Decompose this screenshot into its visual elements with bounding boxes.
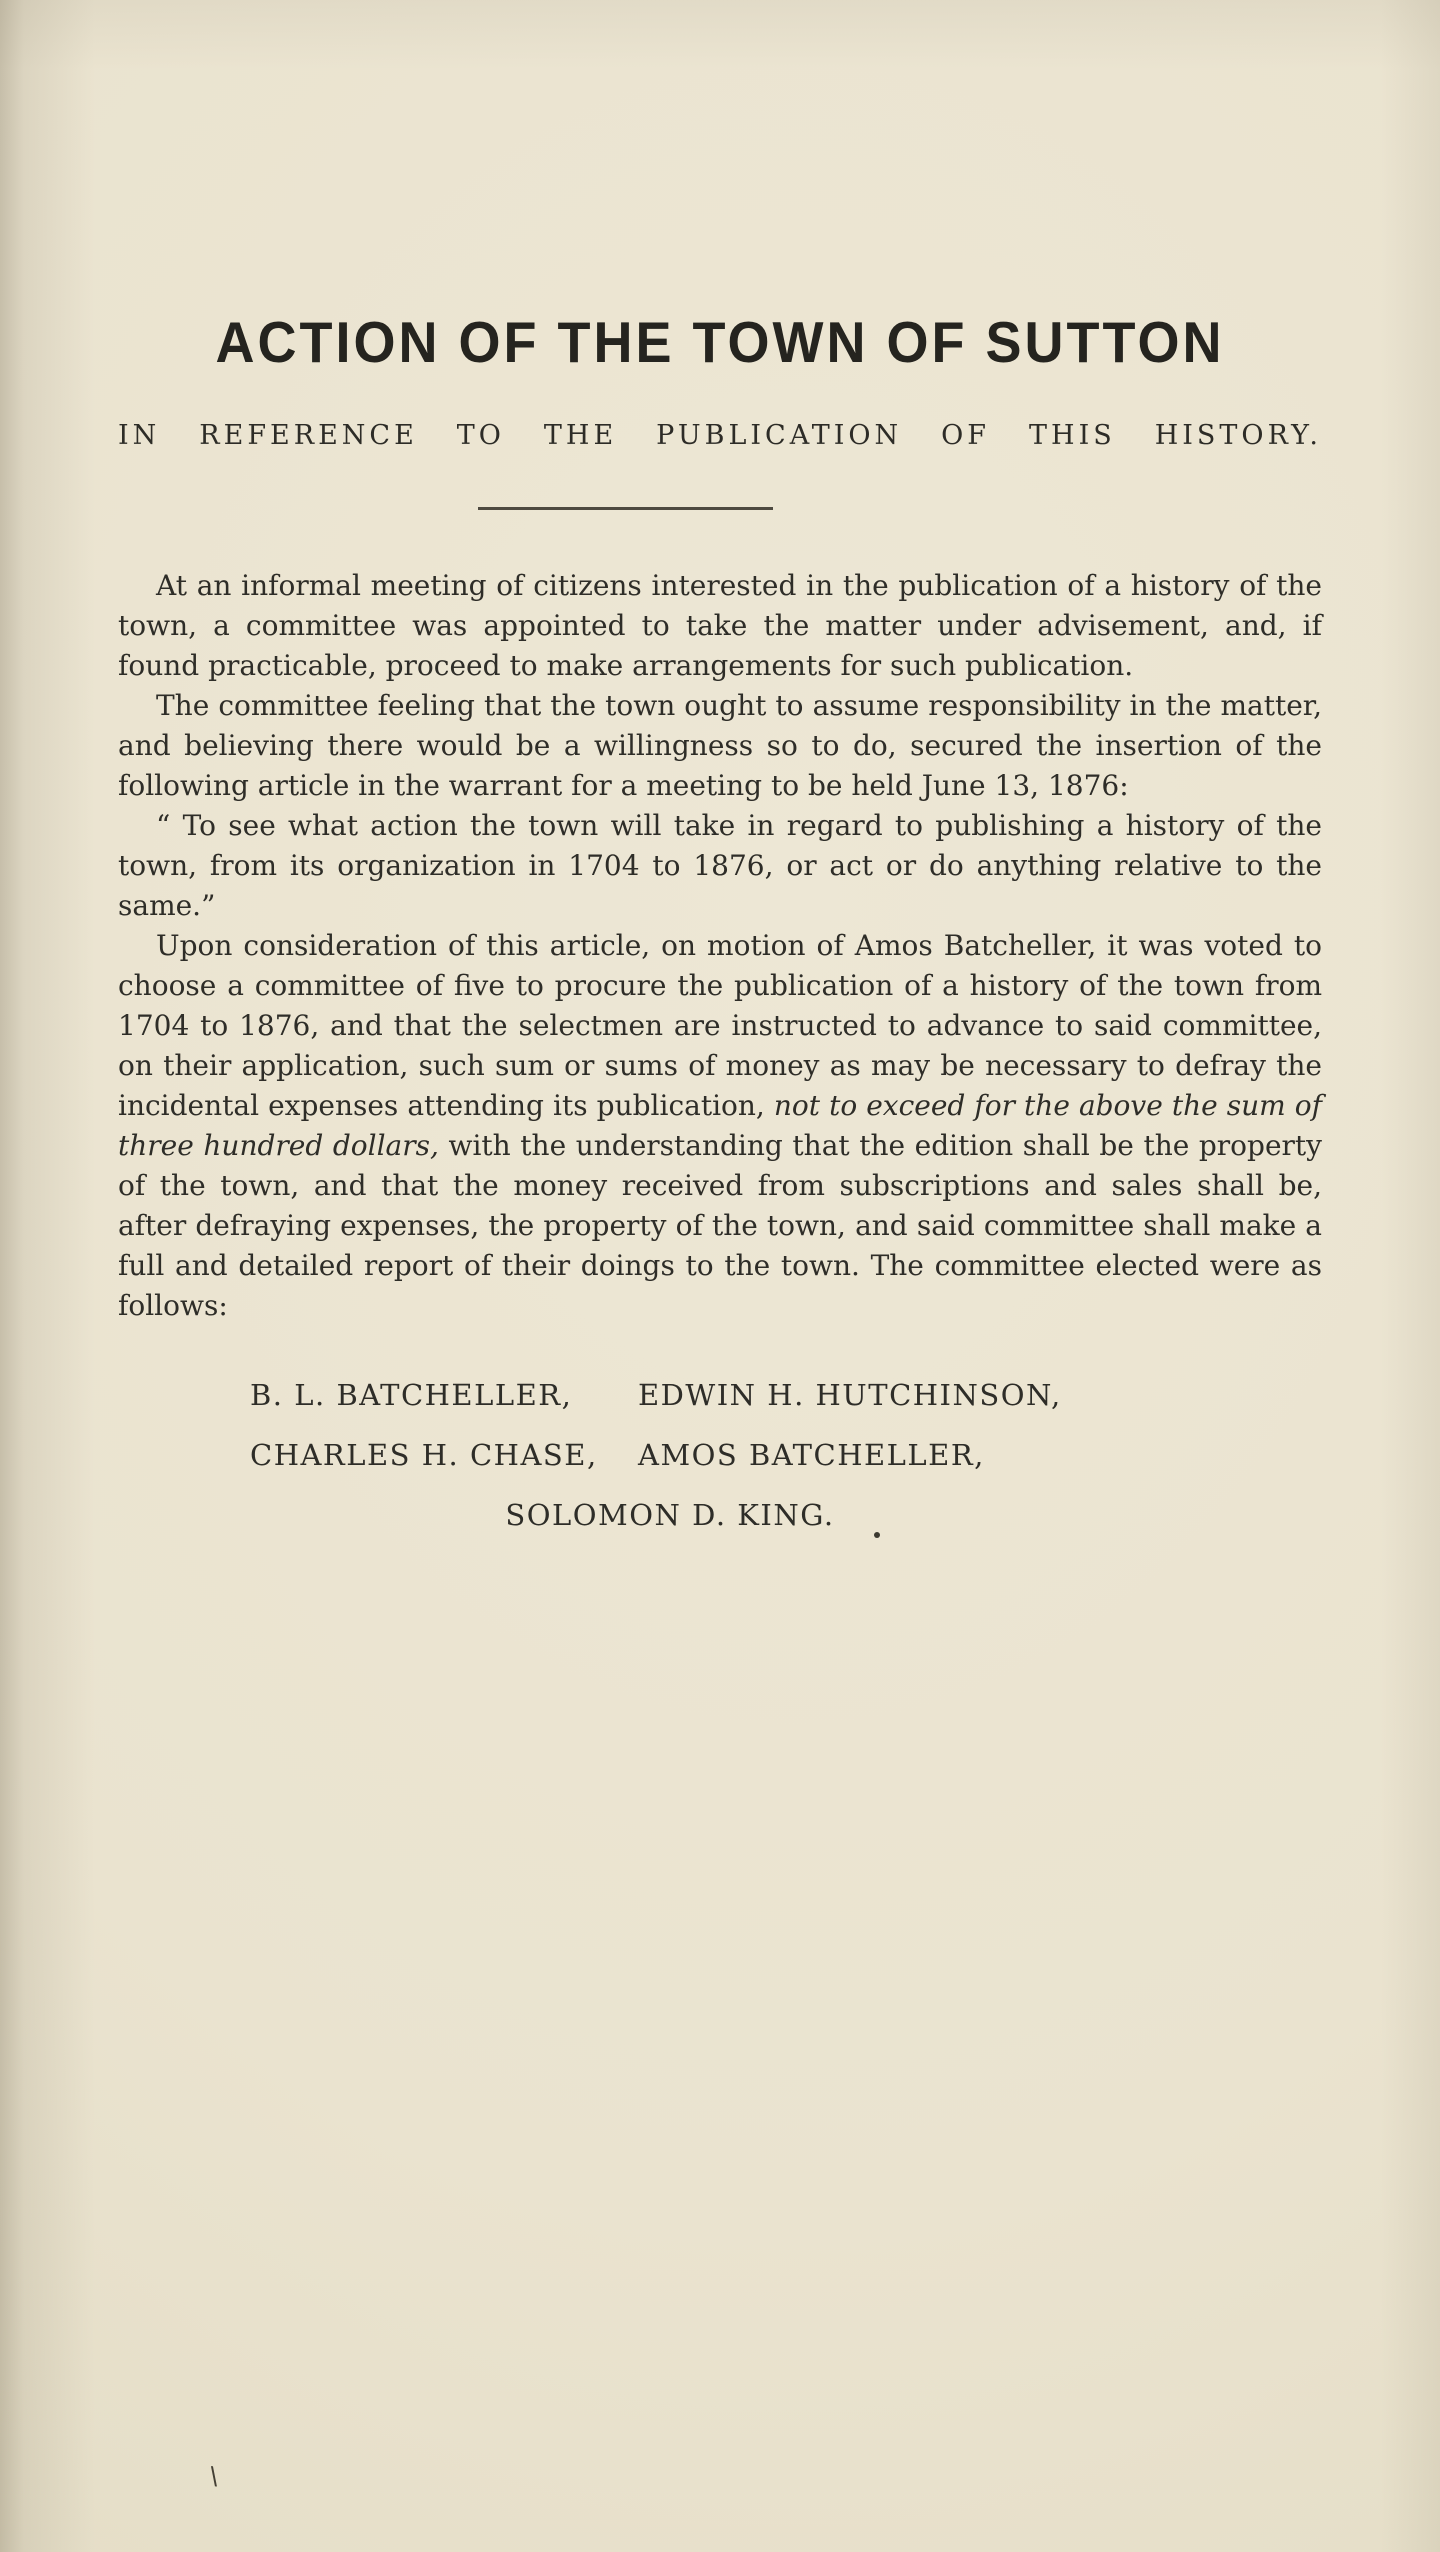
committee-member: CHARLES H. CHASE, [250, 1438, 598, 1472]
paragraph [118, 686, 1322, 806]
text-run: Upon consideration of this article, on motion of Amos Batcheller, it was voted to choose a committee of five to procure the publication of a history of the town from 1704 to 1876, and that the selectmen are instructed to advance to said committee, on their application, such sum or sums of money as may be necessary to defray the incidental expenses attending its publication, [118, 929, 1322, 1122]
text-run: “ To see what action the town will take in regard to publishing a history of the town, from its organization in 1704 to 1876, or act or do anything relative to the same.” [118, 809, 1322, 922]
text-run: At an informal meeting of citizens interested in the publication of a history of the town, a committee was appointed to take the matter under advisement, and, if found practicable, proceed to make arrangements for such publication. [118, 569, 1322, 682]
text-run: The committee feeling that the town ought to assume responsibility in the matter, and believing there would be a willingness so to do, secured the insertion of the following article in the warrant for a meeting to be held June 13, 1876: [118, 689, 1322, 802]
text-run: with the understanding that the edition shall be the property of the town, and that the money received from subscriptions and sales shall be, after defraying expenses, the property of the town, and said committee shall make a full and detailed report of their doings to the town. The committee elected were as follows: [118, 1129, 1322, 1322]
page-content [118, 0, 1322, 1558]
committee-row [250, 1438, 1090, 1472]
committee-list [250, 1378, 1090, 1532]
paragraph [118, 566, 1322, 686]
committee-member: EDWIN H. HUTCHINSON, [638, 1378, 1062, 1412]
italic-text-run: not to exceed for the above the sum of three hundred dollars, [118, 1089, 1322, 1162]
page-subtitle: IN REFERENCE TO THE PUBLICATION OF THIS HISTORY. [118, 420, 1322, 451]
section-divider [478, 507, 773, 510]
print-speck [874, 1532, 880, 1538]
committee-member: B. L. BATCHELLER, [250, 1378, 573, 1412]
page-title: ACTION OF THE TOWN OF SUTTON [215, 311, 1225, 375]
committee-member: AMOS BATCHELLER, [638, 1438, 985, 1472]
committee-member: SOLOMON D. KING. [505, 1498, 835, 1532]
stray-pen-mark: \ [208, 2461, 220, 2491]
committee-row [250, 1378, 1090, 1412]
paragraph [118, 926, 1322, 1326]
committee-row [250, 1498, 1090, 1532]
body-text [118, 566, 1322, 1326]
paragraph [118, 806, 1322, 926]
